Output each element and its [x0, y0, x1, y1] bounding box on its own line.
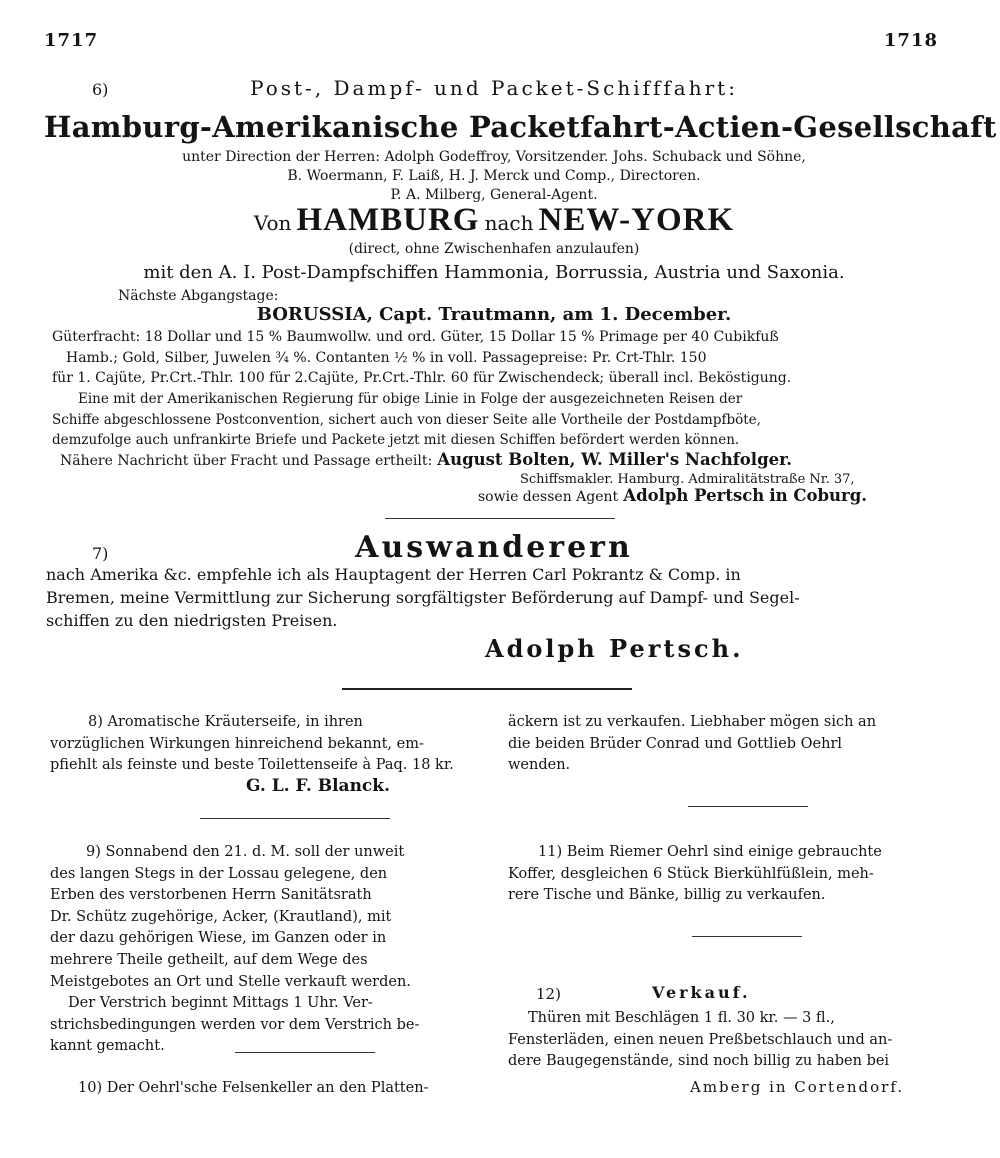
separator-rule: [342, 688, 632, 690]
page-number-right: 1718: [883, 30, 938, 51]
local-agent-name: Adolph Pertsch: [623, 486, 765, 505]
ad-body: nach Amerika &c. empfehle ich als Hauptagent der Herren Carl Pokrantz & Comp. in Bremen, meine Vermittlung zur Sicherung sorgfältigster Beförderung auf Dampf- und Segel- schiffen zu den niedrigsten Preisen.: [46, 565, 800, 630]
separator-rule: [200, 818, 390, 819]
separator-rule: [692, 936, 802, 937]
ad-signature: Adolph Pertsch.: [485, 634, 744, 663]
route-from: HAMBURG: [296, 202, 480, 238]
separator-rule: [235, 1052, 375, 1053]
company-name: Hamburg-Amerikanische Packetfahrt-Actien-Gesellschaft: [44, 110, 997, 144]
ad-number: 7): [92, 544, 109, 563]
ad-10-continuation: äckern ist zu verkaufen. Liebhaber mögen sich an die beiden Brüder Conrad und Gottlieb Oehrl wenden.: [508, 714, 877, 774]
ad-11-riemer: 11) Beim Riemer Oehrl sind einige gebrauchte Koffer, desgleichen 6 Stück Bierkühlfüßlein, meh- rere Tische und Bänke, billig zu verkaufen.: [508, 844, 882, 904]
ad-number: 6): [92, 80, 109, 99]
separator-rule: [385, 518, 615, 519]
ad-10-felsenkeller: 10) Der Oehrl'sche Felsenkeller an den Platten-: [78, 1080, 429, 1096]
route-to: NEW-YORK: [538, 202, 735, 238]
agent-line: Nähere Nachricht über Fracht und Passage ertheilt: August Bolten, W. Miller's Nachfolger.: [60, 450, 793, 469]
ad-9-land-auction: 9) Sonnabend den 21. d. M. soll der unweit des langen Stegs in der Lossau gelegene, den Erben des verstorbenen Herrn Sanitätsrath Dr. Schütz zugehörige, Acker, (Krautland), mit der dazu gehörigen Wiese, im Ganzen oder in mehrere Theile getheilt, auf dem Wege des Meistgebotes an Ort und Stelle verkauft werden. Der Verstrich beginnt Mittags 1 Uhr. Ver- strichsbedingungen werden vor dem Verstrich be- kannt gemacht.: [50, 844, 420, 1055]
postal-convention: Eine mit der Amerikanischen Regierung für obige Linie in Folge der ausgezeichneten Reisen der Schiffe abgeschlossene Postconvention, sichert auch von dieser Seite alle Vortheile der Postdampfböte, demzufolge auch unfrankirte Briefe und Packete jetzt mit diesen Schiffen befördert werden können.: [52, 391, 761, 448]
agent-address: Schiffsmakler. Hamburg. Admiralitätstraße Nr. 37,: [520, 472, 855, 487]
tariff-block: Güterfracht: 18 Dollar und 15 % Baumwollw. und ord. Güter, 15 Dollar 15 % Primage per 40 Cubikfuß Hamb.; Gold, Silber, Juwelen ¾ %. Contanten ½ % in voll. Passagepreise: Pr. Crt-Thlr. 150 für 1. Cajüte, Pr.Crt.-Thlr. 100 für 2.Cajüte, Pr.Crt.-Thlr. 60 für Zwischendeck; überall incl. Beköstigung.: [52, 329, 792, 386]
ad-title: Verkauf.: [652, 983, 751, 1002]
next-departure: BORUSSIA, Capt. Trautmann, am 1. December.: [256, 304, 732, 325]
ad-body: Thüren mit Beschlägen 1 fl. 30 kr. — 3 fl., Fensterläden, einen neuen Preßbetschlauch und an- dere Baugegenstände, sind noch billig zu haben bei: [508, 1010, 893, 1070]
ships-line: mit den A. I. Post-Dampfschiffen Hammonia, Borrussia, Austria und Saxonia.: [143, 262, 845, 283]
direct-note: (direct, ohne Zwischenhafen anzulaufen): [348, 241, 640, 257]
page-number-left: 1717: [44, 30, 99, 51]
route-line: Von HAMBURG nach NEW-YORK: [253, 202, 735, 238]
direction-block: unter Direction der Herren: Adolph Godeffroy, Vorsitzender. Johs. Schuback und Söhne, B. Woermann, F. Laiß, H. J. Merck und Comp., Directoren. P. A. Milberg, General-Agent.: [182, 149, 806, 203]
separator-rule: [688, 806, 808, 807]
agent-name: August Bolten, W. Miller's Nachfolger.: [437, 450, 793, 469]
next-departure-label: Nächste Abgangstage:: [118, 288, 279, 304]
ad-8-soap: 8) Aromatische Kräuterseife, in ihren vorzüglichen Wirkungen hinreichend bekannt, em- pfiehlt als feinste und beste Toilettenseife à Paq. 18 kr.: [50, 714, 454, 774]
ad-signature: Amberg in Cortendorf.: [690, 1078, 905, 1096]
ad-signature: G. L. F. Blanck.: [246, 776, 390, 796]
ad-number: 12): [536, 985, 561, 1003]
ad-title: Auswanderern: [355, 530, 633, 565]
local-agent-line: sowie dessen Agent Adolph Pertsch in Coburg.: [478, 486, 868, 505]
ad-heading: Post-, Dampf- und Packet-Schifffahrt:: [250, 76, 738, 100]
